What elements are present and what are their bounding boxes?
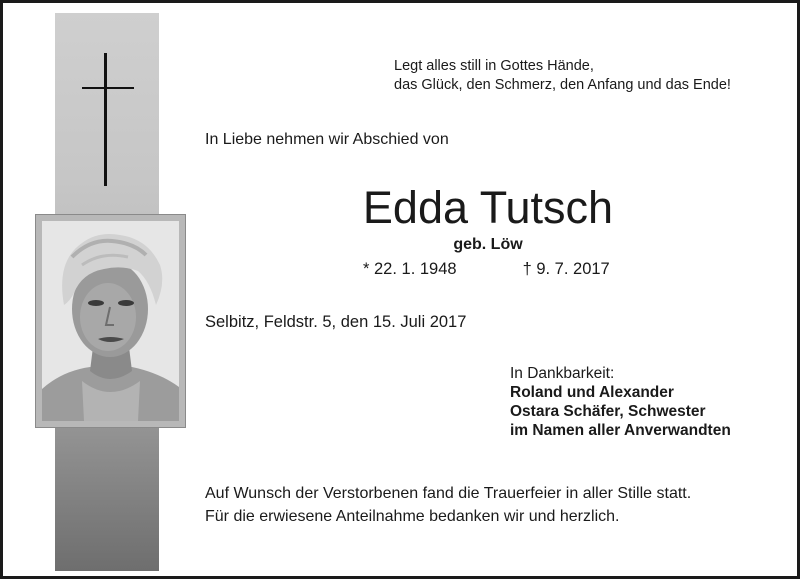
verse-line-1: Legt alles still in Gottes Hände, (394, 58, 594, 74)
portrait-illustration (42, 221, 179, 421)
mourners-heading: In Dankbarkeit: (510, 365, 615, 382)
mourner-line: im Namen aller Anverwandten (510, 422, 731, 439)
verse-line-2: das Glück, den Schmerz, den Anfang und das Ende! (394, 77, 731, 93)
closing-note (205, 482, 691, 528)
closing-line-1: Auf Wunsch der Verstorbenen fand die Trauerfeier in aller Stille statt. (205, 485, 692, 502)
death-date: † 9. 7. 2017 (522, 260, 610, 278)
cross-horizontal-bar (82, 87, 134, 89)
maiden-name: geb. Löw (453, 236, 523, 253)
closing-line-2: Für die erwiesene Anteilnahme bedanken wir und herzlich. (205, 508, 620, 525)
mourner-line: Ostara Schäfer, Schwester (510, 403, 706, 420)
deceased-name: Edda Tutsch (362, 182, 614, 233)
mourners-block (510, 364, 731, 440)
life-dates (363, 260, 610, 279)
mourner-line: Roland und Alexander (510, 384, 674, 401)
cross-vertical-bar (104, 53, 107, 186)
portrait-photo (42, 221, 179, 421)
place-and-date: Selbitz, Feldstr. 5, den 15. Juli 2017 (205, 313, 467, 331)
birth-date: * 22. 1. 1948 (363, 260, 457, 278)
verse-quote (394, 57, 731, 95)
farewell-intro: In Liebe nehmen wir Abschied von (205, 131, 449, 148)
portrait-frame (35, 214, 186, 428)
